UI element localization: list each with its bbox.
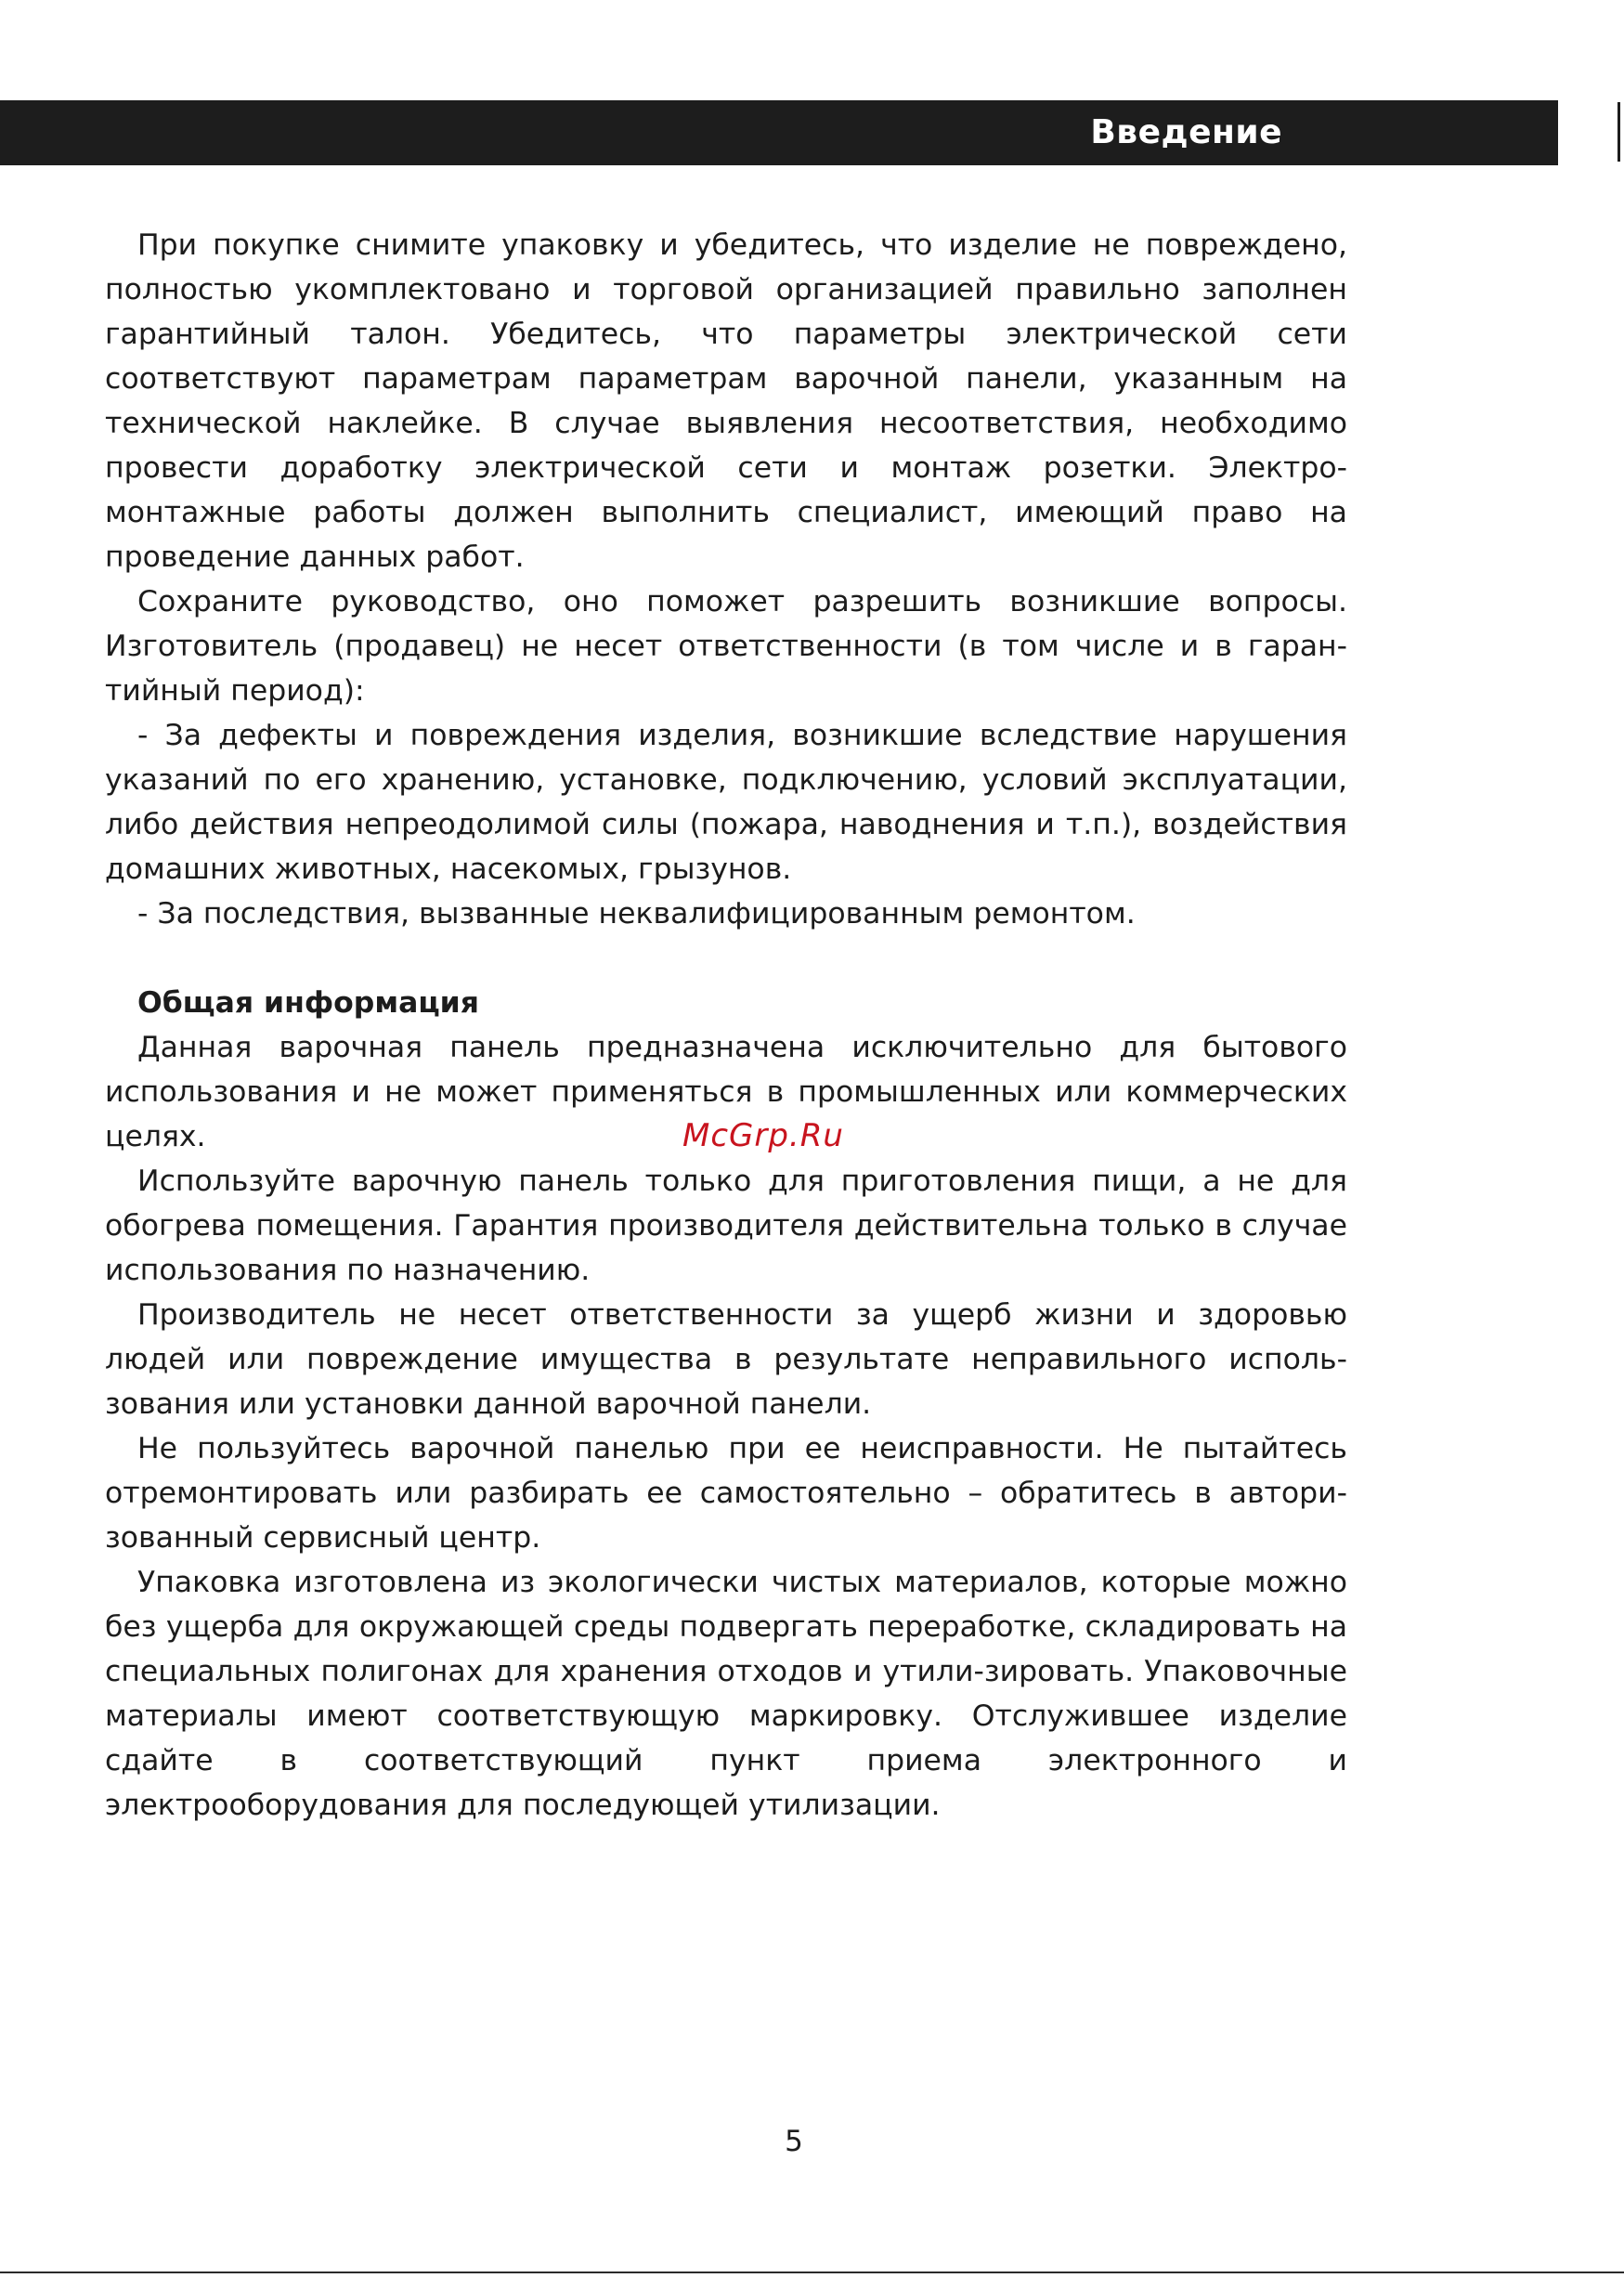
general-paragraph: Используйте варочную панель только для приготовления пищи, а не для обогрева помещения. Гарантия производителя действительна только в случае использования по назначению. [105,1165,1347,1287]
intro-paragraph: Сохраните руководство, оно поможет разрешить возникшие вопросы. Изготовитель (продавец) не несет ответственности (в том числе и в гаран-тийный период): [105,585,1347,708]
section-header-bar [0,100,1558,165]
general-paragraph: Данная варочная панель предназначена исключительно для бытового использования и не может применяться в промышленных или коммерческих целях. [105,1031,1347,1153]
general-paragraph: Производитель не несет ответственности за ущерб жизни и здоровью людей или повреждение имущества в результате неправильного исполь-зования или установки данной варочной панели. [105,1298,1347,1421]
section-title: Введение [1090,113,1282,151]
general-paragraph: Упаковка изготовлена из экологически чистых материалов, которые можно без ущерба для окружающей среды подвергать переработке, складировать на специальных полигонах для хранения отходов и утили-зировать. Упаковочные материалы имеют соответствующую маркировку. Отслужившее изделие сдайте в соответствующий пункт приема электронного и электрооборудования для последующей утилизации. [105,1566,1347,1822]
intro-list-item: - За последствия, вызванные неквалифицированным ремонтом. [137,897,1136,931]
general-paragraph: Не пользуйтесь варочной панелью при ее неисправности. Не пытайтесь отремонтировать или разбирать ее самостоятельно – обратитесь в автори-зованный сервисный центр. [105,1432,1347,1555]
section-spacer [105,936,1347,981]
intro-paragraph: При покупке снимите упаковку и убедитесь, что изделие не повреждено, полностью укомплектовано и торговой организацией правильно заполнен гарантийный талон. Убедитесь, что параметры электрической сети соответствуют параметрам параметрам варочной панели, указанным на технической наклейке. В случае выявления несоответствия, необходимо провести доработку электрической сети и монтаж розетки. Электро-монтажные работы должен выполнить специалист, имеющий право на проведение данных работ. [105,228,1347,574]
page-number: 5 [785,2125,803,2158]
page-content [105,223,1347,1828]
general-info-heading: Общая информация [137,986,479,1020]
intro-list-item: - За дефекты и повреждения изделия, возникшие вследствие нарушения указаний по его хранению, установке, подключению, условий эксплуатации, либо действия непреодолимой силы (пожара, наводнения и т.п.), воздействия домашних животных, насекомых, грызунов. [105,719,1347,886]
watermark-text: McGrp.Ru [682,1117,844,1154]
page-edge-mark [1618,102,1620,162]
bottom-divider [0,2271,1624,2273]
